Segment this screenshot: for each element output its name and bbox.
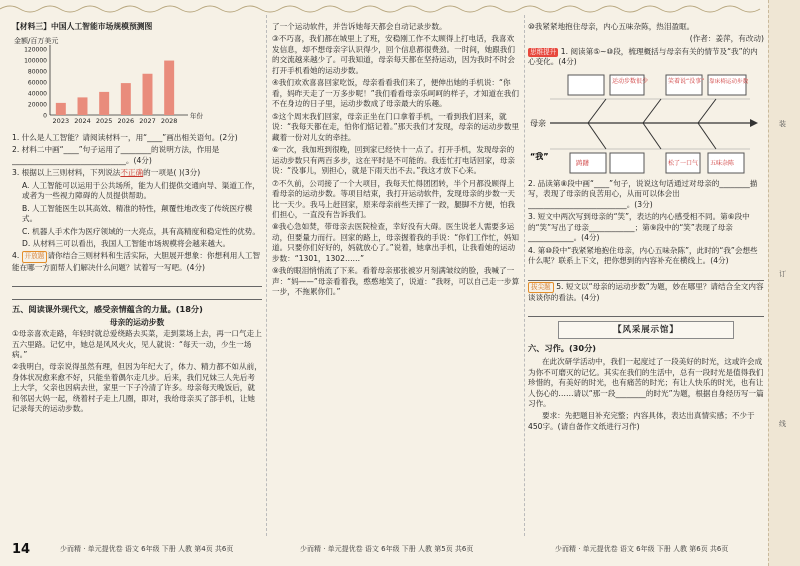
chart-ytick-label: 80000 — [27, 68, 47, 76]
fish-box-3: 靠床椅运动步数 — [709, 78, 749, 85]
decorative-top-border — [0, 0, 800, 15]
question-c3-5-text: 5. 短文以“母亲的运动步数”为题，妙在哪里？请结合全文内容谈谈你的看法。(4分) — [528, 281, 764, 302]
story-title: 母亲的运动步数 — [109, 318, 165, 328]
chart-ytick-label: 60000 — [27, 79, 47, 87]
fish-label-mother: 母亲 — [530, 118, 546, 128]
binding-label: 线 — [779, 420, 786, 428]
q3-option-a: A. 人工智能可以运用于公共场所，能为人们提供交通向导、渠道工作，或者为一些视力障碍的人员提供帮助。 — [22, 180, 260, 201]
fish-box-1: 运动步数很少 — [612, 77, 649, 85]
question-c3-5 — [528, 282, 764, 304]
advanced-tag: 拔尖题 — [528, 282, 554, 293]
question-4 — [12, 251, 262, 273]
market-chart — [12, 35, 262, 129]
story-paragraph: 了一个运动软件，并告诉她每天都会自动记录步数。 — [272, 22, 447, 31]
binding-label: 装 — [779, 120, 786, 128]
fishbone-svg — [528, 71, 764, 175]
essay-prompt: 在此次研学活动中，我们一起度过了一段美好的时光，这或许会成为你不可磨灭的记忆。其实在我们的生活中，总有一段时光是值得我们珍惜的，有美好的时光，也有痛苦的时光；有让人快乐的时光，也有让人伤心的……请以“那一段________的时光”为题，根据自身经历写一篇习作。 — [528, 357, 764, 408]
answer-line[interactable] — [528, 305, 764, 317]
story-paragraph-1: ①母亲喜欢走路，年轻时就总爱绕路去买菜，走到菜场上去，再一口气走上五六里路。记忆中，她总是风风火火，见人就说：“每天一动，少生一场病。” — [12, 329, 262, 359]
question-4-text: 请你结合三则材料和生活实际，大胆展开想象：你想利用人工智能在哪一方面帮人们解决什么问题？试着写一写吧。(4分) — [12, 251, 261, 272]
material3-title: 【材料三】中国人工智能市场规模预测图 — [12, 22, 153, 31]
chart-ylabel: 金额/百万美元 — [14, 36, 59, 45]
fishbone-diagram — [528, 71, 764, 175]
column-left — [12, 22, 262, 536]
column-divider — [524, 15, 525, 536]
column-divider — [266, 15, 267, 536]
question-3-tail: 的一项是( )(3分) — [143, 168, 201, 178]
question-1: 1. 什么是人工智能？请阅读材料一，用“____”画出相关语句。(2分) — [12, 132, 238, 142]
chart-xtick-label: 2028 — [160, 116, 178, 125]
chart-xtick-label: 2024 — [74, 116, 91, 125]
q3-option-c: C. 机器人手术作为医疗领域的一大亮点，具有高精度和稳定性的优势。 — [22, 226, 260, 236]
section-6-heading: 六、习作。(30分) — [528, 342, 597, 353]
chart-ytick-label: 0 — [43, 112, 47, 120]
q3-option-b: B. 人工智能医生以其高效、精准的特性，颠覆性地改变了传统医疗模式。 — [22, 203, 253, 224]
story-paragraph-2: ②我明白，母亲说得虽然有理，但因为年纪大了，体力、精力都不如从前，身体状况愈来愈不好，只能坐着偶尔走几步。后来，我们兄妹三人先后考上大学，父亲也因病去世，家里一下子冷清了许多。母亲每天晚饭后，就和邻居大妈一起，绕着村子走上几圈，即对，我给母亲买了部手机，让她记录每天的运动步数。 — [12, 362, 262, 414]
fish-box-6: 松了一口气 — [668, 159, 699, 167]
question-c3-4: 4. 第⑩段中“我紧紧地抱住母亲，内心五味杂陈”，此时的“我”会想些什么呢？联系上下文，把你想到的内容补充在横线上。(4分) — [528, 245, 758, 266]
story-paragraph-10: ⑩我紧紧地抱住母亲，内心五味杂陈，热泪盈眶。 — [528, 22, 695, 31]
fish-box-5: 踌躇 — [576, 158, 589, 167]
story-paragraph: ⑦不久前，公司接了一个大项目，我每天忙得团团转，半个月都没顾得上看母亲的运动步数。等项目结束，我打开运动软件，发现母亲的步数一天比一天少。我马上赶回家，原来母亲前些天摔了一跤，腿脚不方便，怕我们担心，一直没有告诉我们。 — [272, 178, 515, 219]
column-middle — [272, 22, 520, 536]
question-c3-2: 2. 品读第⑧段中画“____”句子，说说这句话通过对母亲的________描写，表现了母亲的良苦用心，从而可以体会出__________________________。(3分) — [528, 178, 758, 209]
chart-bar — [78, 97, 88, 115]
footer-middle: 少而精 · 单元提优卷 语文 6年级 下册 人教 第5页 共6页 — [300, 545, 474, 553]
question-4-num: 4. — [12, 251, 22, 261]
chart-ytick-label: 120000 — [24, 46, 47, 54]
story-paragraph: ⑤这个周末我们回家，母亲正坐在门口拿着手机，一看到我们回来，就说：“我每天都在走，怕你们惦记着。”那天我们才发现，母亲的运动步数里藏着一份对儿女的牵挂。 — [272, 111, 520, 142]
section-5-heading: 五、阅读课外现代文，感受亲情蕴含的力量。(18分) — [12, 304, 203, 314]
market-chart-svg — [12, 35, 212, 129]
source-note: (作者：姜萍，有改动) — [689, 34, 764, 44]
question-c3-1 — [528, 47, 764, 68]
thinking-tag: 思维提升 — [530, 47, 557, 56]
question-3 — [12, 168, 262, 178]
chart-bar — [164, 60, 174, 114]
chart-ytick-label: 20000 — [27, 101, 47, 109]
column-right — [528, 22, 764, 536]
chart-bar — [99, 92, 109, 115]
question-2: 2. 材料二中画“____”句子运用了________的说明方法，作用是______________________________。(4分) — [12, 145, 220, 165]
fish-label-me: “我” — [530, 151, 549, 161]
question-3-emphasis: 不正确 — [120, 168, 144, 178]
footer-left: 少而精 · 单元提优卷 语文 6年级 下册 人教 第4页 共6页 — [60, 545, 234, 553]
fish-box-2: 笑着说“没事” — [668, 77, 705, 85]
binding-label: 订 — [779, 270, 786, 278]
story-paragraph: ⑥一次，我加班到很晚，回到家已经快十一点了。打开手机，发现母亲的运动步数只有两百多步，这在平时是不可能的。我连忙打电话回家，母亲说：“没事儿，别担心，就是下雨天出不去。”我这才放下心来。 — [272, 145, 515, 176]
footer-right: 少而精 · 单元提优卷 语文 6年级 下册 人教 第6页 共6页 — [555, 545, 729, 553]
q3-option-d: D. 从材料三可以看出，我国人工智能市场规模将会越来越大。 — [22, 238, 231, 248]
chart-xtick-label: 2027 — [139, 116, 156, 125]
chart-bar — [56, 103, 66, 115]
answer-line[interactable] — [12, 275, 262, 287]
chart-bar — [143, 74, 153, 115]
chart-xtick-label: 2023 — [52, 116, 70, 125]
question-3-stem: 3. 根据以上三则材料，下列说法 — [12, 168, 121, 178]
story-paragraph: ⑧我心急如焚，带母亲去医院检查，幸好没有大碍。医生说老人需要多运动，但要量力而行。回家的路上，母亲握着我的手说：“你们工作忙，妈知道。只要你们好好的，妈就放心了。”说着，她拿出手机，让我看她的运动步数：“1301，1302……” — [272, 222, 519, 263]
question-c3-3: 3. 短文中两次写到母亲的“笑”，表达的内心感受相不同。第⑥段中的“笑”写出了母亲____________；第⑨段中的“笑”表现了母亲____________。(4分) — [528, 212, 750, 243]
chart-bar — [121, 83, 131, 115]
fish-box-4: 五味杂陈 — [710, 159, 735, 167]
chart-xtick-label: 2025 — [95, 116, 113, 125]
binding-strip — [768, 0, 800, 566]
page-number: 14 — [12, 542, 31, 558]
chart-xlabel: 年份 — [190, 111, 203, 120]
story-paragraph: ⑨我的眼泪悄悄流了下来。看着母亲那张被岁月刻满皱纹的脸，我喊了一声：“妈——”母亲看着我，憨憨地笑了，说道：“我呀，可以自己走一步算一步，不拖累你们。” — [272, 266, 520, 297]
question-c3-1-text: 1. 阅读第⑤~⑩段，梳理概括与母亲有关的情节及“我”的内心变化。(4分) — [528, 46, 758, 67]
showcase-banner: 【风采展示馆】 — [558, 321, 734, 339]
chart-ytick-label: 100000 — [24, 57, 47, 65]
story-paragraph: ④我们欢欢喜喜回家吃饭，母亲看看我们来了，便伸出她的手机说：“你看，妈昨天走了一万多步呢！”我们看看母亲乐呵呵的样子，才知道在我们不在身边的日子里，运动步数成了母亲最大的乐趣。 — [272, 78, 519, 109]
answer-line[interactable] — [12, 288, 262, 300]
story-paragraph: ③不巧喜，我们都在城里上了班，安稳刚工作不太顾得上打电话，我喜欢发信息，却不想母亲字认识得少，回个信息都很费劲。一时间，她跟我们的交流越来越少了。可我知道，母亲每天都在坚持运动，因为我时不时会打开手机看她的运动步数。 — [272, 34, 515, 75]
essay-requirement: 要求：先把题目补充完整；内容具体，表达出真情实感；不少于450字。(请自备作文纸进行习作) — [528, 411, 755, 431]
chart-xtick-label: 2026 — [117, 116, 135, 125]
chart-ytick-label: 40000 — [27, 90, 47, 98]
open-question-tag: 开放题 — [22, 251, 48, 262]
answer-line[interactable] — [528, 269, 764, 281]
